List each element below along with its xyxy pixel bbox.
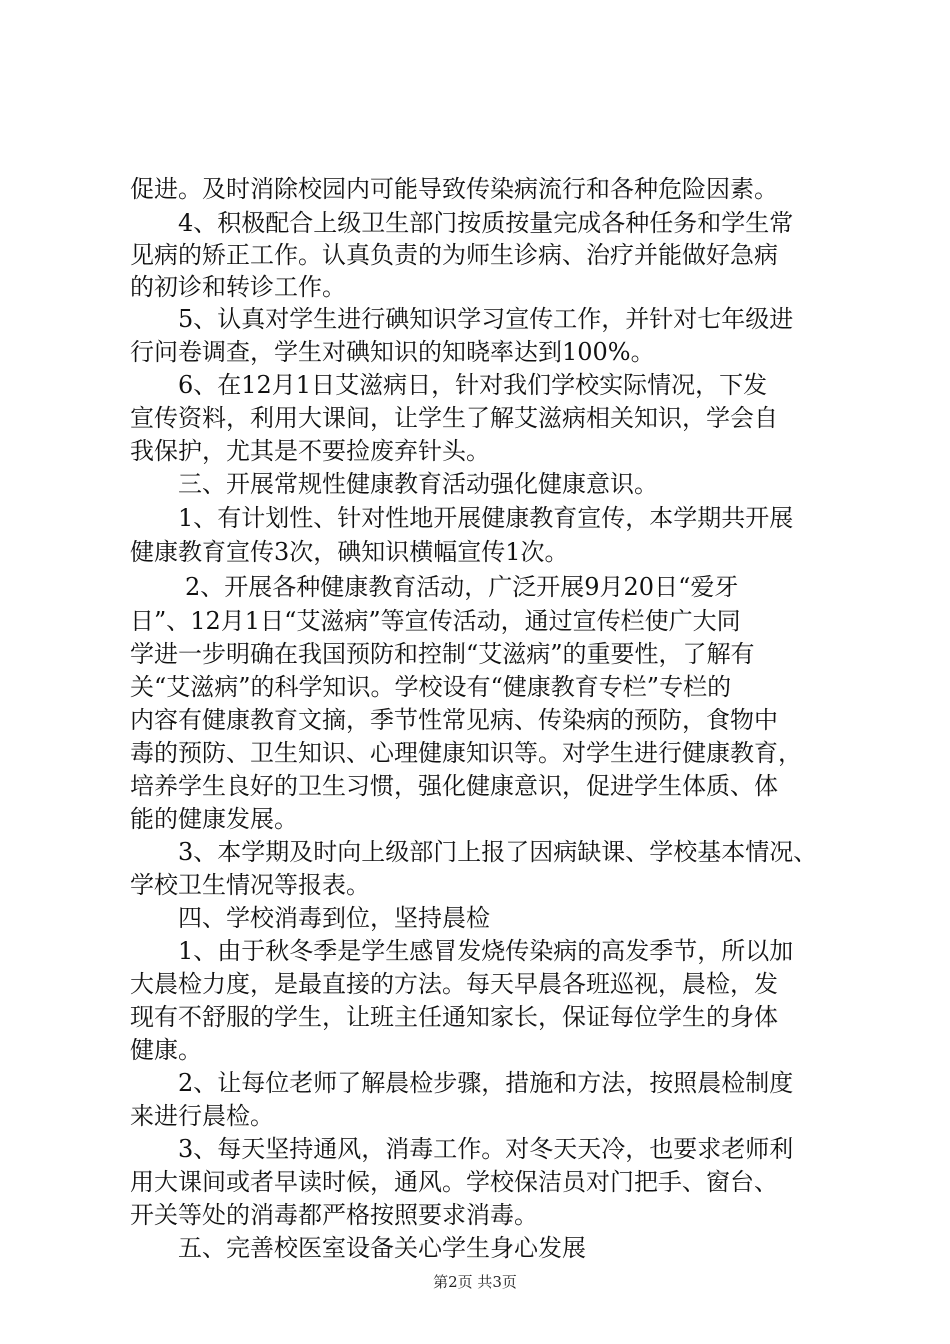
text-line: 4、积极配合上级卫生部门按质按量完成各种任务和学生常 [178,209,794,237]
section-heading: 三、开展常规性健康教育活动强化健康意识。 [178,470,658,498]
text-line: 宣传资料，利用大课间，让学生了解艾滋病相关知识，学会自 [130,404,778,432]
text-line: 见病的矫正工作。认真负责的为师生诊病、治疗并能做好急病 [130,241,778,269]
text-line: 5、认真对学生进行碘知识学习宣传工作，并针对七年级进 [178,305,794,333]
text-line: 来进行晨检。 [130,1102,274,1130]
text-line: 我保护，尤其是不要捡废弃针头。 [130,437,490,465]
text-line: 1、由于秋冬季是学生感冒发烧传染病的高发季节，所以加 [178,937,794,965]
text-line: 促进。及时消除校园内可能导致传染病流行和各种危险因素。 [130,175,778,203]
text-line: 现有不舒服的学生，让班主任通知家长，保证每位学生的身体 [130,1003,778,1031]
text-line: 健康教育宣传3次，碘知识横幅宣传1次。 [130,538,569,566]
text-line: 内容有健康教育文摘，季节性常见病、传染病的预防，食物中 [130,706,778,734]
text-line: 3、每天坚持通风，消毒工作。对冬天天冷，也要求老师利 [178,1135,794,1163]
page-number: 第2页 共3页 [433,1273,517,1291]
text-line: 1、有计划性、针对性地开展健康教育宣传，本学期共开展 [178,504,794,532]
text-line: 6、在12月1日艾滋病日，针对我们学校实际情况，下发 [178,371,768,399]
section-heading: 五、完善校医室设备关心学生身心发展 [178,1234,586,1262]
text-line: 3、本学期及时向上级部门上报了因病缺课、学校基本情况、 [178,838,818,866]
text-line: 能的健康发展。 [130,805,298,833]
text-line: 学校卫生情况等报表。 [130,871,370,899]
text-line: 关“艾滋病”的科学知识。学校设有“健康教育专栏”专栏的 [130,673,732,701]
text-line: 2、开展各种健康教育活动，广泛开展9月20日“爱牙 [185,573,739,601]
text-line: 的初诊和转诊工作。 [130,273,346,301]
text-line: 日”、12月1日“艾滋病”等宣传活动，通过宣传栏使广大同 [130,607,741,635]
text-line: 开关等处的消毒都严格按照要求消毒。 [130,1201,538,1229]
text-line: 大晨检力度，是最直接的方法。每天早晨各班巡视，晨检，发 [130,970,778,998]
text-line: 学进一步明确在我国预防和控制“艾滋病”的重要性，了解有 [130,640,755,668]
text-line: 培养学生良好的卫生习惯，强化健康意识，促进学生体质、体 [130,772,778,800]
text-line: 健康。 [130,1036,202,1064]
text-line: 2、让每位老师了解晨检步骤，措施和方法，按照晨检制度 [178,1069,794,1097]
section-heading: 四、学校消毒到位，坚持晨检 [178,904,490,932]
text-line: 用大课间或者早读时候，通风。学校保洁员对门把手、窗台、 [130,1168,778,1196]
text-line: 行问卷调查，学生对碘知识的知晓率达到100%。 [130,338,655,366]
text-line: 毒的预防、卫生知识、心理健康知识等。对学生进行健康教育， [130,739,802,767]
